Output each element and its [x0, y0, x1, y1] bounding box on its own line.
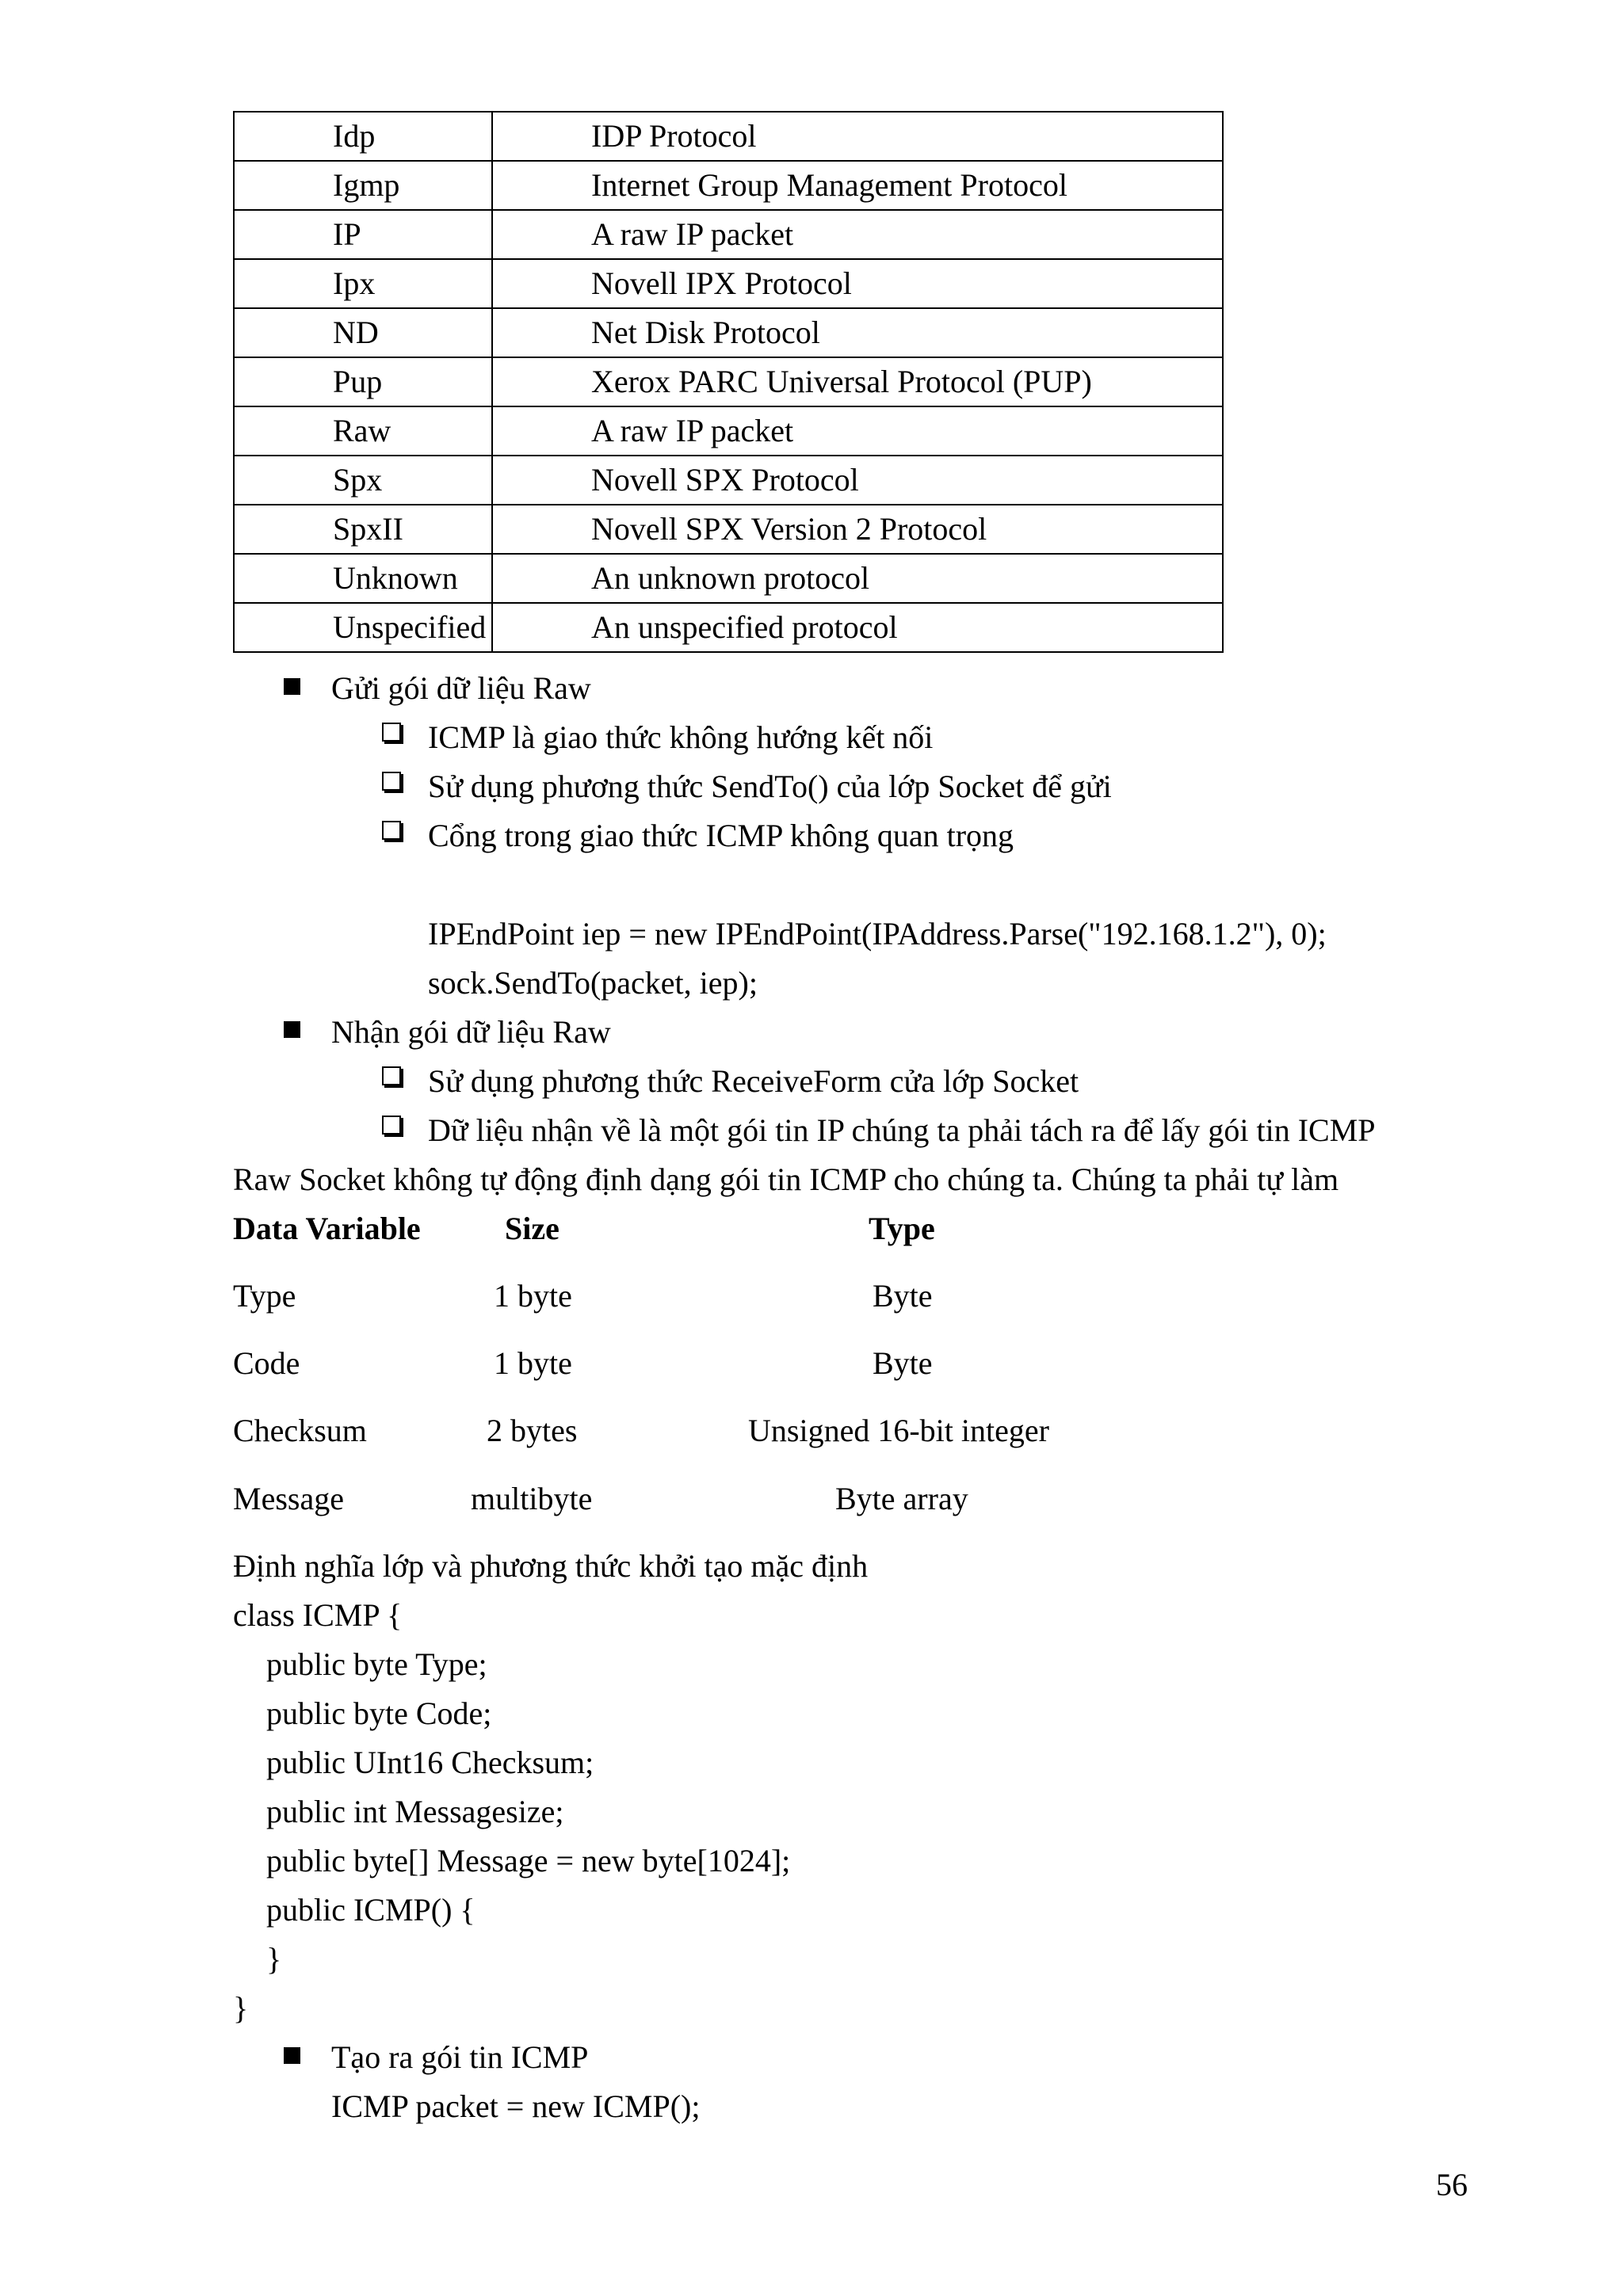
receive-heading: Nhận gói dữ liệu Raw: [331, 1014, 611, 1050]
send-item: Cổng trong giao thức ICMP không quan trọng: [428, 818, 1014, 853]
field-size: 1 byte: [494, 1278, 572, 1314]
protocol-name: Igmp: [234, 161, 492, 210]
class-code-line: class ICMP {: [233, 1597, 403, 1633]
protocol-description: Novell SPX Protocol: [492, 456, 1223, 505]
field-type: Byte: [873, 1345, 933, 1381]
protocol-name: ND: [234, 308, 492, 357]
field-type: Byte: [873, 1278, 933, 1314]
page-number: 56: [1436, 2167, 1468, 2203]
protocol-description: An unknown protocol: [492, 554, 1223, 603]
protocol-description: A raw IP packet: [492, 406, 1223, 456]
protocol-description: Internet Group Management Protocol: [492, 161, 1223, 210]
table-row: [234, 554, 1223, 603]
send-heading: Gửi gói dữ liệu Raw: [331, 670, 591, 706]
protocol-name: Unknown: [234, 554, 492, 603]
field-variable: Type: [233, 1278, 296, 1314]
protocol-description: Xerox PARC Universal Protocol (PUP): [492, 357, 1223, 406]
column-header-variable: Data Variable: [233, 1211, 421, 1246]
field-type: Unsigned 16-bit integer: [748, 1413, 1049, 1448]
field-size: 1 byte: [494, 1345, 572, 1381]
protocol-name: Raw: [234, 406, 492, 456]
class-code-line: }: [233, 1990, 249, 2026]
square-bullet-icon: [284, 678, 300, 695]
receive-item: Dữ liệu nhận về là một gói tin IP chúng ta phải tách ra để lấy gói tin ICMP: [428, 1112, 1376, 1148]
send-code-line: sock.SendTo(packet, iep);: [428, 965, 758, 1001]
table-row: [234, 161, 1223, 210]
send-item: ICMP là giao thức không hướng kết nối: [428, 719, 934, 755]
class-code-line: public byte Type;: [266, 1646, 487, 1682]
protocol-name: Unspecified: [234, 603, 492, 652]
class-code-line: public int Messagesize;: [266, 1794, 564, 1829]
table-row: [234, 210, 1223, 259]
table-row: [234, 603, 1223, 652]
class-intro: Định nghĩa lớp và phương thức khởi tạo mặc định: [233, 1548, 869, 1584]
checkbox-bullet-icon: [382, 821, 401, 840]
send-code-line: IPEndPoint iep = new IPEndPoint(IPAddress.Parse("192.168.1.2"), 0);: [428, 916, 1327, 952]
column-header-type: Type: [869, 1211, 935, 1246]
checkbox-bullet-icon: [382, 1116, 401, 1135]
table-row: [234, 259, 1223, 308]
table-row: [234, 406, 1223, 456]
checkbox-bullet-icon: [382, 772, 401, 791]
checkbox-bullet-icon: [382, 1066, 401, 1085]
protocol-name: Ipx: [234, 259, 492, 308]
protocol-name: SpxII: [234, 505, 492, 554]
create-code-line: ICMP packet = new ICMP();: [331, 2088, 701, 2124]
column-header-size: Size: [505, 1211, 559, 1246]
square-bullet-icon: [284, 1021, 300, 1038]
protocol-name: Idp: [234, 112, 492, 161]
field-type: Byte array: [835, 1481, 968, 1516]
protocol-description: Net Disk Protocol: [492, 308, 1223, 357]
protocol-name: IP: [234, 210, 492, 259]
field-variable: Code: [233, 1345, 300, 1381]
field-size: multibyte: [471, 1481, 593, 1516]
table-row: [234, 308, 1223, 357]
protocol-name: Pup: [234, 357, 492, 406]
class-code-line: public UInt16 Checksum;: [266, 1745, 594, 1780]
protocol-description: Novell SPX Version 2 Protocol: [492, 505, 1223, 554]
table-row: [234, 112, 1223, 161]
table-row: [234, 505, 1223, 554]
protocol-description: Novell IPX Protocol: [492, 259, 1223, 308]
protocol-name: Spx: [234, 456, 492, 505]
field-size: 2 bytes: [487, 1413, 578, 1448]
class-code-line: }: [266, 1941, 282, 1977]
protocol-table: [233, 111, 1224, 653]
protocol-description: An unspecified protocol: [492, 603, 1223, 652]
create-heading: Tạo ra gói tin ICMP: [331, 2039, 589, 2075]
send-item: Sử dụng phương thức SendTo() của lớp Socket để gửi: [428, 769, 1112, 804]
checkbox-bullet-icon: [382, 723, 401, 742]
protocol-description: A raw IP packet: [492, 210, 1223, 259]
receive-note: Raw Socket không tự động định dạng gói tin ICMP cho chúng ta. Chúng ta phải tự làm: [233, 1161, 1339, 1197]
class-code-line: public ICMP() {: [266, 1892, 475, 1928]
field-variable: Message: [233, 1481, 344, 1516]
class-code-line: public byte Code;: [266, 1695, 492, 1731]
receive-item: Sử dụng phương thức ReceiveForm cửa lớp Socket: [428, 1063, 1079, 1099]
table-row: [234, 357, 1223, 406]
square-bullet-icon: [284, 2047, 300, 2064]
class-code-line: public byte[] Message = new byte[1024];: [266, 1843, 791, 1878]
field-variable: Checksum: [233, 1413, 367, 1448]
protocol-description: IDP Protocol: [492, 112, 1223, 161]
table-row: [234, 456, 1223, 505]
